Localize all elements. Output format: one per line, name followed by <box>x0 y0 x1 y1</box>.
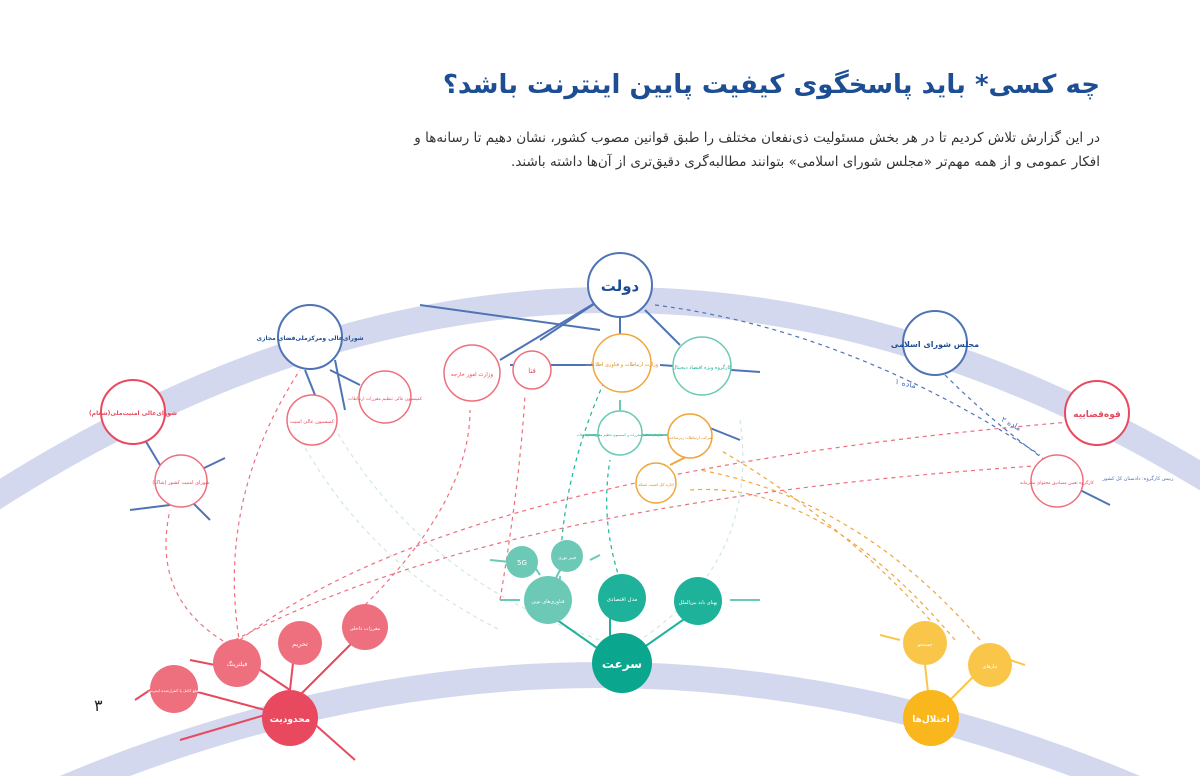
node-shoraye-amniat-keshvar-label: شورای امنیت کشور (شاک) <box>152 480 210 486</box>
node-tahrim-label: تحریم <box>292 640 308 648</box>
node-moghararat-dakheli[interactable] <box>342 604 388 650</box>
node-filtering[interactable] <box>213 639 261 687</box>
intro-line-1: در این گزارش تلاش کردیم تا در هر بخش مسئولیت ذی‌نفعان مختلف را طبق قوانین مصوب کشور، نشان دهیم تا رسانه‌ها و <box>414 130 1100 146</box>
node-sherkat-ertebatat[interactable] <box>668 414 714 458</box>
node-5g[interactable] <box>506 546 538 578</box>
node-sazman-tanzim-label: سازمان تنظیم مقررات و کمیسیون تنظیم مقررات ارتباطات <box>576 433 664 437</box>
node-shoraye-amniat-keshvar[interactable] <box>152 455 209 507</box>
node-sazman-tanzim[interactable] <box>577 411 664 455</box>
dashed-link <box>166 510 230 645</box>
node-pahnay-band[interactable] <box>674 577 722 625</box>
node-ekhtelal-2[interactable] <box>968 643 1012 687</box>
node-ekhtelalha-label: اختلال‌ها <box>912 715 950 725</box>
node-sorat[interactable] <box>592 633 652 693</box>
node-ekhtelal-2-label: نیازهای <box>982 664 998 670</box>
node-pahnay-band-label: پهنای باند بین‌الملل <box>678 600 718 606</box>
node-fiber[interactable] <box>551 540 583 572</box>
node-kargrooh-tashkhis-label: کارگروه تعیین مصادیق محتوای مجرمانه <box>1020 481 1094 486</box>
inner-arc <box>60 675 1140 776</box>
node-vezarat-ertebatat[interactable] <box>586 334 659 392</box>
intro-line-2: افکار عمومی و از همه مهم‌تر «مجلس شورای اسلامی» بتوانند مطالبه‌گری دقیق‌تری از آن‌ها داشته باشند. <box>511 154 1100 170</box>
node-mahdoodiat-label: محدودیت <box>269 715 311 725</box>
node-kargrooh-tashkhis[interactable] <box>1020 455 1095 507</box>
node-komision-ali-label: کمیسیون عالی تنظیم مقررات ارتباطات <box>347 397 423 402</box>
page-number: ۳ <box>94 696 103 715</box>
node-ghat-kamel-label: قطع کامل یا کنترل‌شده اینترنت <box>148 688 200 693</box>
node-sherkat-ertebatat-label: شرکت ارتباطات زیرساخت <box>667 435 713 440</box>
node-filtering-label: فیلترینگ <box>226 661 248 668</box>
node-shoraye-ali-amniat-label: شورای‌عالی امنیت‌ملی(شعام) <box>88 410 178 417</box>
edge-label-1: ماده ۱ <box>894 376 917 391</box>
node-komision-amniat-label: کمیسیون عالی امنیت <box>289 419 335 425</box>
dashed-link <box>690 489 955 640</box>
node-ghoveh-ghazaeieh[interactable] <box>1065 381 1129 445</box>
node-model-eghtesadi[interactable] <box>598 574 646 622</box>
node-edareh-amniat[interactable] <box>636 463 676 503</box>
edge-label-2: ماده ۲ <box>999 414 1023 433</box>
node-kargrooh-eghtesad-label: کارگروه ویژه اقتصاد دیجیتال <box>672 365 732 371</box>
dashed-link <box>607 460 620 580</box>
page-title: چه کسی* باید پاسخگوی کیفیت پایین اینترنت باشد؟ <box>442 70 1100 100</box>
node-shoraye-ali-fazaye-majazi-label: شورای‌عالی ومرکزملی‌فضای مجازی <box>256 335 364 342</box>
node-vezarat-omoor-kharejeh-label: وزارت امور خارجه <box>450 372 494 378</box>
node-sorat-label: سرعت <box>601 657 643 671</box>
node-tahrim[interactable] <box>278 621 322 665</box>
node-moghararat-dakheli-label: مقررات داخلی <box>349 626 381 632</box>
node-edareh-amniat-label: اداره کل امنیت شبکه <box>638 482 674 487</box>
node-mahdoodiat[interactable] <box>262 690 318 746</box>
dashed-link <box>290 420 500 630</box>
node-ekhtelal-1[interactable] <box>903 621 947 665</box>
node-model-eghtesadi-label: مدل اقتصادی <box>606 597 638 603</box>
node-fata[interactable] <box>513 351 551 389</box>
dashed-link <box>365 410 470 605</box>
node-fata-label: فتا <box>528 367 536 375</box>
node-dolat[interactable] <box>588 253 652 317</box>
node-ekhtelal-1-label: جستجو <box>917 642 933 648</box>
rais-kargrooh-note: رییس کارگروه: دادستان کل کشور <box>1102 476 1174 482</box>
node-vezarat-omoor-kharejeh[interactable] <box>444 345 500 401</box>
node-vezarat-ertebatat-label: وزارت ارتباطات و فناوری اطلاعات <box>585 362 659 368</box>
node-ghat-kamel[interactable] <box>148 665 200 713</box>
node-fanavari-novin[interactable] <box>524 576 572 624</box>
node-komision-ali[interactable] <box>348 371 423 423</box>
dashed-link <box>720 450 930 620</box>
node-ghoveh-label: قوه‌قضاییه <box>1073 410 1121 420</box>
node-fanavari-novin-label: فناوری‌های نوین <box>531 599 565 605</box>
node-kargrooh-eghtesad[interactable] <box>673 337 732 395</box>
node-komision-amniat[interactable] <box>287 395 337 445</box>
node-majles-label: مجلس شورای اسلامی <box>890 340 980 349</box>
node-fiber-label: فیبر نوری <box>557 556 577 561</box>
node-ekhtelalha[interactable] <box>903 690 959 746</box>
node-5g-label: 5G <box>517 559 527 567</box>
node-dolat-label: دولت <box>600 277 640 295</box>
